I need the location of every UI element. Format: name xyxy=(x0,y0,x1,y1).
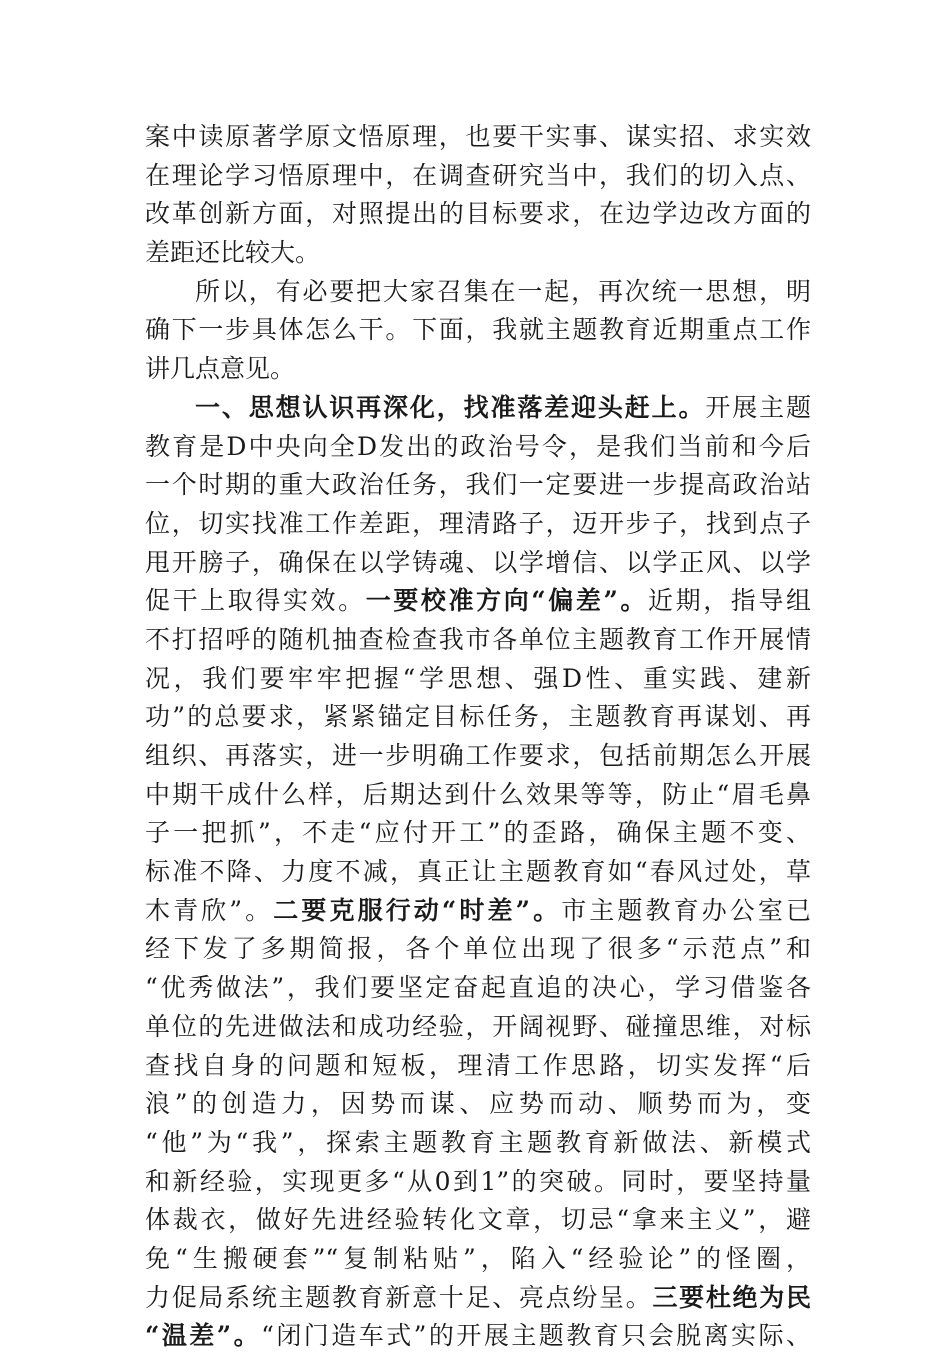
text-line xyxy=(145,544,811,583)
line-text: 体裁衣，做好先进经验转化文章，切忌“拿来主义”，避 xyxy=(145,1205,811,1235)
text-line xyxy=(145,505,811,544)
text-line xyxy=(145,582,811,621)
subheading-1: 一要校准方向“偏差”。 xyxy=(365,586,649,616)
line-text: 所以，有必要把大家召集在一起，再次统一思想，明 xyxy=(195,276,811,306)
paragraph-start-line xyxy=(145,273,811,312)
line-text: 查找自身的问题和短板，理清工作思路，切实发挥“后 xyxy=(145,1050,811,1080)
section-heading-line xyxy=(145,389,811,428)
text-line xyxy=(145,428,811,467)
line-text: 讲几点意见。 xyxy=(145,354,296,384)
text-line xyxy=(145,1124,811,1163)
line-text: 免“生搬硬套”“复制粘贴”，陷入“经验论”的怪圈， xyxy=(145,1243,811,1273)
text-line xyxy=(145,1201,811,1240)
section-heading: 一、思想认识再深化，找准落差迎头赶上。 xyxy=(195,392,706,422)
line-text: 改革创新方面，对照提出的目标要求，在边学边改方面的 xyxy=(145,199,811,229)
text-line xyxy=(145,737,811,776)
text-line xyxy=(145,1279,811,1318)
line-text: 况，我们要牢牢把握“学思想、强D性、重实践、建新 xyxy=(145,663,811,693)
line-text: 案中读原著学原文悟原理，也要干实事、谋实招、求实效 xyxy=(145,122,811,151)
text-line xyxy=(145,1317,811,1356)
text-line xyxy=(145,1008,811,1047)
line-text: 经下发了多期简报，各个单位出现了很多“示范点”和 xyxy=(145,934,811,964)
line-text: 确下一步具体怎么干。下面，我就主题教育近期重点工作 xyxy=(145,315,811,345)
line-text: 功”的总要求，紧紧锚定目标任务，主题教育再谋划、再 xyxy=(145,702,811,732)
text-line xyxy=(145,466,811,505)
line-text: 标准不降、力度不减，真正让主题教育如“春风过处，草 xyxy=(145,857,811,887)
text-line xyxy=(145,234,811,273)
subheading-3: 三要杜绝为民 xyxy=(652,1282,811,1312)
text-line xyxy=(145,1047,811,1086)
text-line xyxy=(145,195,811,234)
line-text: 促干上取得实效。 xyxy=(145,586,366,616)
line-text: 不打招呼的随机抽查检查我市各单位主题教育工作开展情 xyxy=(145,624,811,654)
text-line xyxy=(145,814,811,853)
text-line xyxy=(145,930,811,969)
line-text: 在理论学习悟原理中，在调查研究当中，我们的切入点、 xyxy=(145,160,811,190)
text-line xyxy=(145,892,811,931)
line-text: 教育是D中央向全D发出的政治号令，是我们当前和今后 xyxy=(145,431,811,461)
line-text: 近期，指导组 xyxy=(648,586,811,616)
line-text: 力促局系统主题教育新意十足、亮点纷呈。 xyxy=(145,1282,653,1312)
line-text: 差距还比较大。 xyxy=(145,238,321,268)
line-text: 浪”的创造力，因势而谋、应势而动、顺势而为，变 xyxy=(145,1089,811,1119)
subheading-3-continued: “温差”。 xyxy=(145,1321,262,1351)
text-line xyxy=(145,311,811,350)
document-page xyxy=(145,118,811,1356)
text-line xyxy=(145,698,811,737)
line-text: 位，切实找准工作差距，理清路子，迈开步子，找到点子 xyxy=(145,508,811,538)
line-text: 单位的先进做法和成功经验，开阔视野、碰撞思维，对标 xyxy=(145,1011,811,1041)
line-text: 子一把抓”，不走“应付开工”的歪路，确保主题不变、 xyxy=(145,818,811,848)
text-line xyxy=(145,157,811,196)
text-line xyxy=(145,350,811,389)
text-line xyxy=(145,1085,811,1124)
text-line xyxy=(145,1163,811,1202)
line-text: “他”为“我”，探索主题教育主题教育新做法、新模式 xyxy=(145,1127,811,1157)
line-text: 中期干成什么样，后期达到什么效果等等，防止“眉毛鼻 xyxy=(145,779,811,809)
line-text: “优秀做法”，我们要坚定奋起直追的决心，学习借鉴各 xyxy=(145,973,811,1003)
text-line xyxy=(145,118,811,157)
text-line xyxy=(145,1240,811,1279)
text-line xyxy=(145,660,811,699)
line-text: “闭门造车式”的开展主题教育只会脱离实际、 xyxy=(261,1321,811,1351)
text-line xyxy=(145,969,811,1008)
line-text: 木青欣”。 xyxy=(145,895,274,925)
line-text: 甩开膀子，确保在以学铸魂、以学增信、以学正风、以学 xyxy=(145,547,811,577)
line-text: 组织、再落实，进一步明确工作要求，包括前期怎么开展 xyxy=(145,741,811,770)
text-line xyxy=(145,853,811,892)
line-text: 一个时期的重大政治任务，我们一定要进一步提高政治站 xyxy=(145,470,811,500)
line-text: 和新经验，实现更多“从0到1”的突破。同时，要坚持量 xyxy=(145,1166,811,1196)
subheading-2: 二要克服行动“时差”。 xyxy=(273,895,562,925)
text-line xyxy=(145,776,811,815)
text-line xyxy=(145,621,811,660)
line-text: 开展主题 xyxy=(705,392,811,422)
line-text: 市主题教育办公室已 xyxy=(561,895,812,925)
